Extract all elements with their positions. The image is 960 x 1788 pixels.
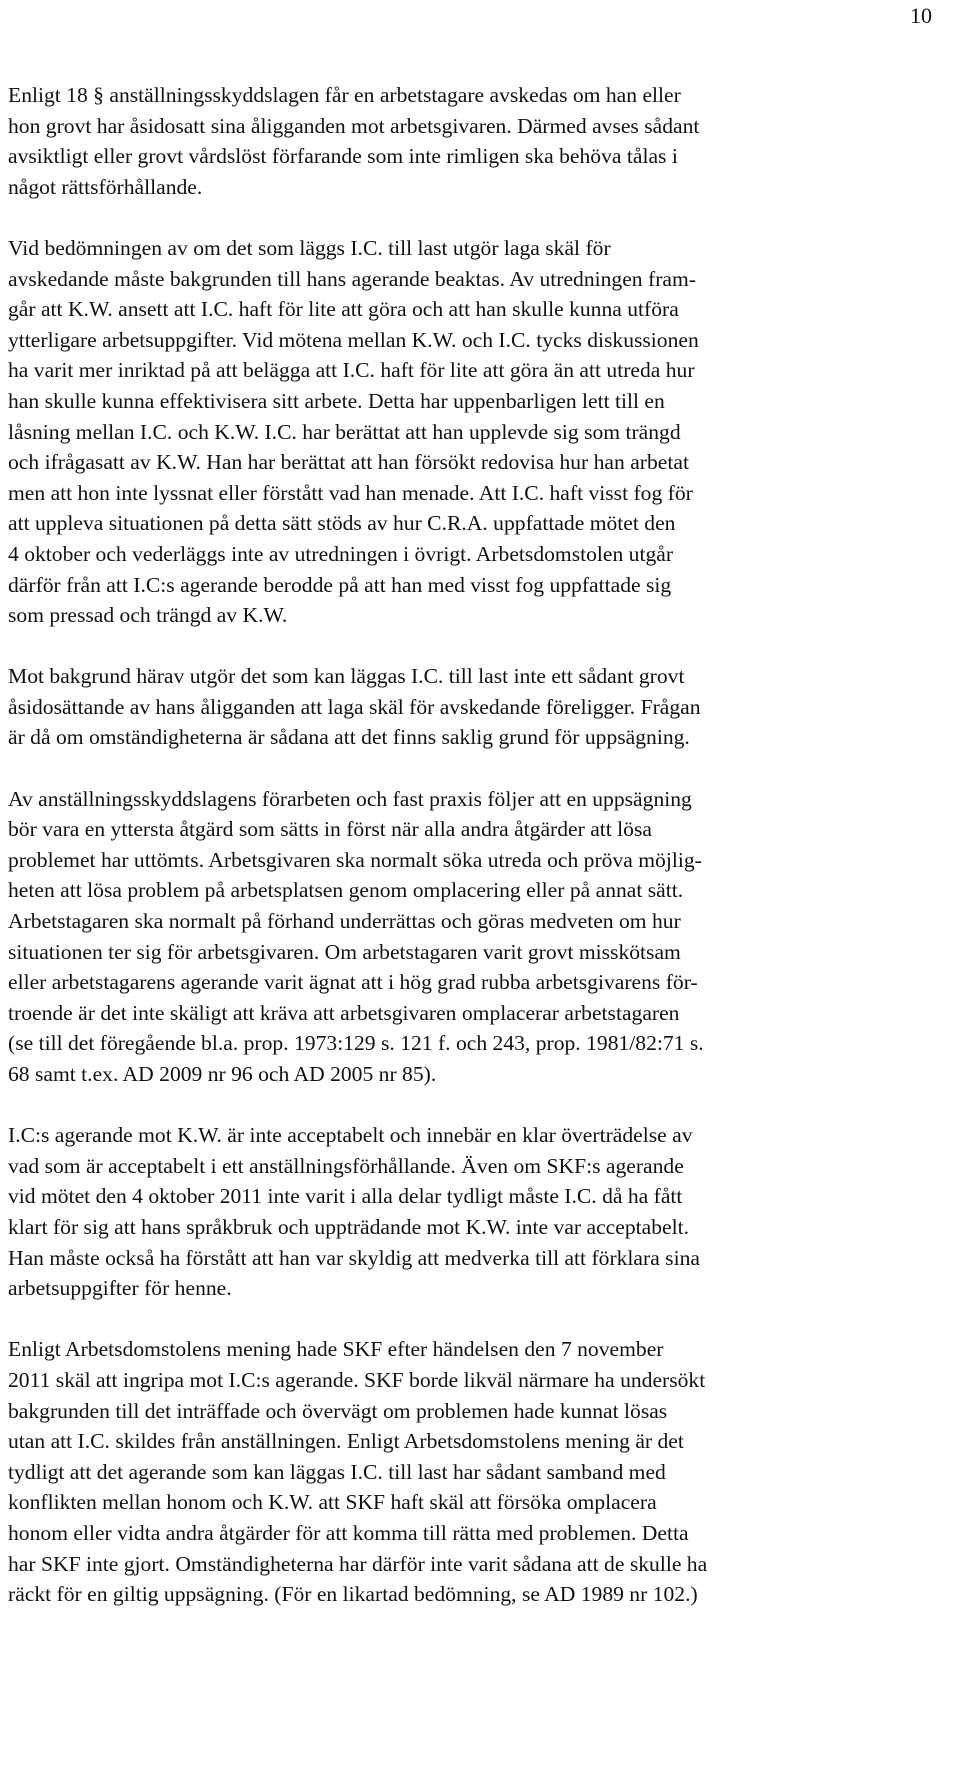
text-line: Enligt Arbetsdomstolens mening hade SKF efter händelsen den 7 november [8, 1337, 664, 1362]
text-line: eller arbetstagarens agerande varit ägnat att i hög grad rubba arbetsgivarens för- [8, 970, 698, 995]
text-line: (se till det föregående bl.a. prop. 1973:129 s. 121 f. och 243, prop. 1981/82:71 s. [8, 1031, 704, 1056]
text-line: bakgrunden till det inträffade och övervägt om problemen hade kunnat lösas [8, 1398, 668, 1423]
text-line: något rättsförhållande. [8, 174, 203, 199]
text-line: honom eller vidta andra åtgärder för att komma till rätta med problemen. Detta [8, 1520, 689, 1545]
text-line: Arbetstagaren ska normalt på förhand underrättas och göras medveten om hur [8, 909, 681, 934]
text-line: tydligt att det agerande som kan läggas I.C. till last har sådant samband med [8, 1459, 666, 1484]
text-line: men att hon inte lyssnat eller förstått vad han menade. Att I.C. haft visst fog för [8, 480, 693, 505]
page-number: 10 [910, 3, 932, 28]
paragraph-4 [0, 784, 960, 1090]
text-line: och ifrågasatt av K.W. Han har berättat att han försökt redovisa hur han arbetat [8, 450, 689, 475]
text-line: vid mötet den 4 oktober 2011 inte varit i alla delar tydligt måste I.C. då ha fått [8, 1184, 683, 1209]
paragraph-gap [0, 1304, 960, 1335]
text-line: därför från att I.C:s agerande berodde på att han med visst fog uppfattade sig [8, 572, 672, 597]
text-line: vad som är acceptabelt i ett anställningsförhållande. Även om SKF:s agerande [8, 1153, 684, 1178]
paragraph-3 [0, 661, 960, 753]
text-line: problemet har uttömts. Arbetsgivaren ska normalt söka utreda och pröva möjlig- [8, 847, 702, 872]
paragraph-6 [0, 1334, 960, 1609]
text-line: bör vara en yttersta åtgärd som sätts in först när alla andra åtgärder att lösa [8, 817, 652, 842]
document-body [0, 80, 960, 1610]
text-line: situationen ter sig för arbetsgivaren. Om arbetstagaren varit grovt misskötsam [8, 939, 681, 964]
text-line: avsiktligt eller grovt vårdslöst förfarande som inte rimligen ska behöva tålas i [8, 144, 678, 169]
paragraph-gap [0, 753, 960, 784]
text-line: han skulle kunna effektivisera sitt arbete. Detta har uppenbarligen lett till en [8, 388, 665, 413]
text-line: hon grovt har åsidosatt sina åligganden mot arbetsgivaren. Därmed avses sådant [8, 113, 700, 138]
text-line: avskedande måste bakgrunden till hans agerande beaktas. Av utredningen fram- [8, 266, 696, 291]
text-line: heten att lösa problem på arbetsplatsen genom omplacering eller på annat sätt. [8, 878, 684, 903]
text-line: I.C:s agerande mot K.W. är inte acceptabelt och innebär en klar överträdelse av [8, 1123, 693, 1148]
text-line: åsidosättande av hans åligganden att laga skäl för avskedande föreligger. Frågan [8, 694, 701, 719]
text-line: att uppleva situationen på detta sätt stöds av hur C.R.A. uppfattade mötet den [8, 511, 676, 536]
text-line: 2011 skäl att ingripa mot I.C:s agerande. SKF borde likväl närmare ha undersökt [8, 1367, 706, 1392]
text-line: konflikten mellan honom och K.W. att SKF haft skäl att försöka omplacera [8, 1490, 657, 1515]
paragraph-5 [0, 1120, 960, 1304]
text-line: 68 samt t.ex. AD 2009 nr 96 och AD 2005 nr 85). [8, 1062, 437, 1086]
text-line: 4 oktober och vederläggs inte av utredningen i övrigt. Arbetsdomstolen utgår [8, 541, 674, 566]
text-line: klart för sig att hans språkbruk och uppträdande mot K.W. inte var acceptabelt. [8, 1214, 689, 1239]
text-line: låsning mellan I.C. och K.W. I.C. har berättat att han upplevde sig som trängd [8, 419, 681, 444]
text-line: är då om omständigheterna är sådana att det finns saklig grund för uppsägning. [8, 725, 690, 750]
text-line: ytterligare arbetsuppgifter. Vid mötena mellan K.W. och I.C. tycks diskussionen [8, 327, 699, 352]
text-line: som pressad och trängd av K.W. [8, 603, 288, 628]
text-line: Av anställningsskyddslagens förarbeten och fast praxis följer att en uppsägning [8, 786, 692, 811]
text-line: ha varit mer inriktad på att belägga att I.C. haft för lite att göra än att utreda hur [8, 358, 695, 383]
text-line: räckt för en giltig uppsägning. (För en likartad bedömning, se AD 1989 nr 102.) [8, 1582, 698, 1607]
paragraph-gap [0, 631, 960, 662]
text-line: utan att I.C. skildes från anställningen. Enligt Arbetsdomstolens mening är det [8, 1429, 684, 1454]
text-line: går att K.W. ansett att I.C. haft för lite att göra och att han skulle kunna utföra [8, 297, 679, 322]
text-line: Han måste också ha förstått att han var skyldig att medverka till att förklara sina [8, 1245, 700, 1270]
text-line: har SKF inte gjort. Omständigheterna har därför inte varit sådana att de skulle ha [8, 1551, 708, 1576]
text-line: troende är det inte skäligt att kräva att arbetsgivaren omplacerar arbetstagaren [8, 1000, 680, 1025]
text-line: Enligt 18 § anställningsskyddslagen får en arbetstagare avskedas om han eller [8, 83, 681, 107]
text-line: Mot bakgrund härav utgör det som kan läggas I.C. till last inte ett sådant grovt [8, 664, 685, 689]
paragraph-1 [0, 80, 960, 202]
paragraph-2 [0, 233, 960, 631]
paragraph-gap [0, 1090, 960, 1121]
paragraph-gap [0, 202, 960, 233]
text-line: Vid bedömningen av om det som läggs I.C. till last utgör laga skäl för [8, 235, 611, 260]
text-line: arbetsuppgifter för henne. [8, 1276, 232, 1301]
